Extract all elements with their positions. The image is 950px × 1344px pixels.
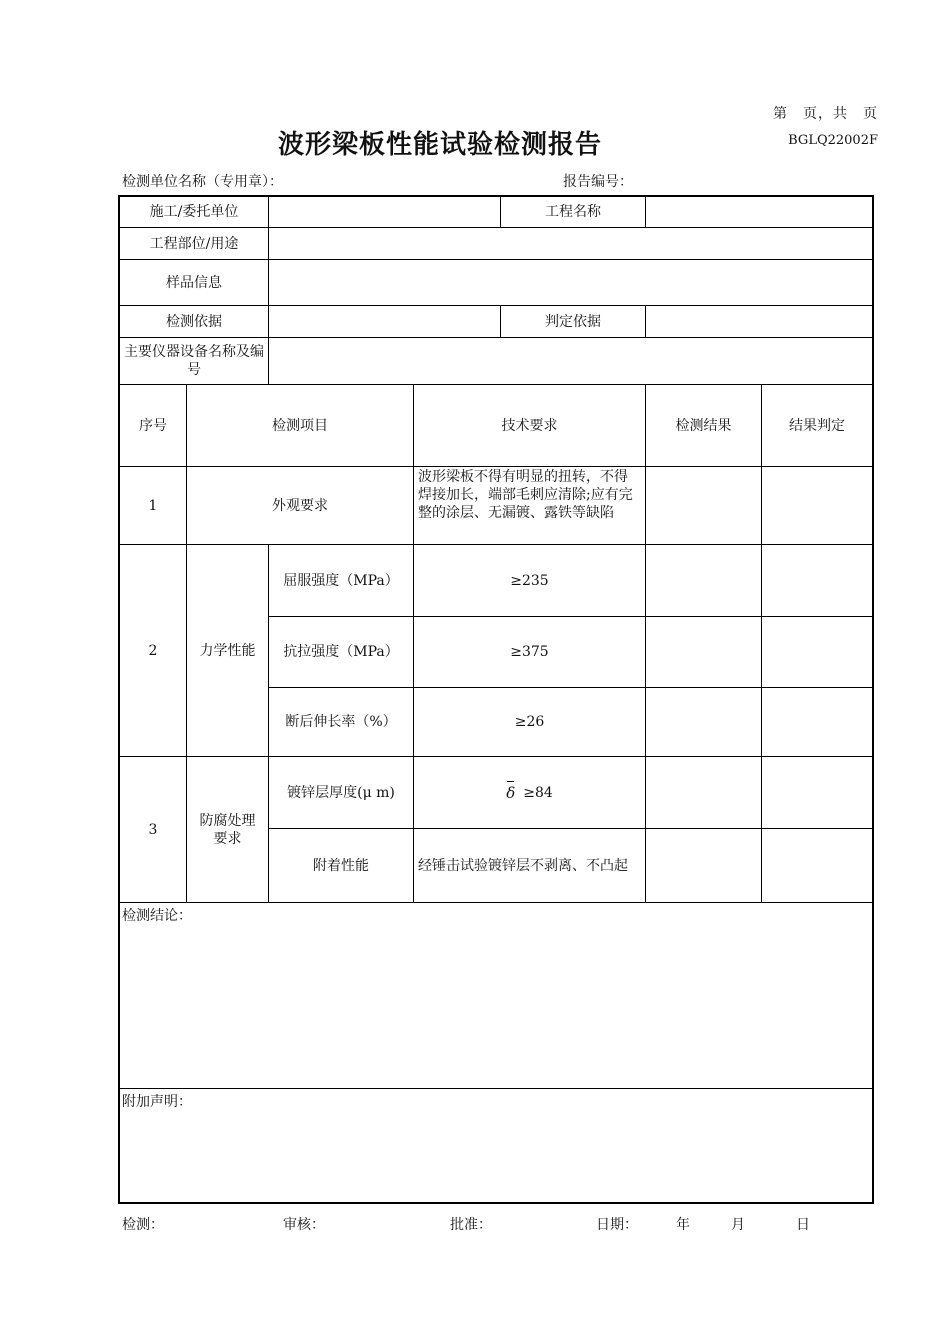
tester-label: 检测：	[122, 1217, 164, 1233]
tensile-strength-result[interactable]	[646, 617, 761, 687]
basis-field[interactable]	[269, 306, 500, 337]
header-no: 序号	[139, 417, 167, 434]
adhesion-requirement: 经锤击试验镀锌层不剥离、不凸起	[418, 857, 628, 874]
client-field[interactable]	[269, 197, 500, 227]
elongation-requirement: ≥26	[514, 714, 545, 730]
basis-label: 检测依据	[166, 313, 222, 330]
sample-field[interactable]	[269, 260, 872, 305]
row2-no: 2	[148, 642, 158, 659]
elongation-result[interactable]	[646, 688, 761, 756]
header-requirement: 技术要求	[501, 417, 558, 434]
sample-label: 样品信息	[166, 274, 222, 291]
yield-strength-result[interactable]	[646, 545, 761, 616]
adhesion-judgement[interactable]	[762, 829, 872, 902]
date-label: 日期：	[596, 1217, 638, 1233]
zinc-thickness-requirement	[414, 757, 645, 828]
tensile-strength-label: 抗拉强度（MPa）	[283, 644, 399, 660]
project-field[interactable]	[646, 197, 872, 227]
statement-label: 附加声明：	[122, 1094, 192, 1110]
equipment-field[interactable]	[269, 338, 872, 384]
conclusion-label: 检测结论：	[122, 908, 192, 924]
conclusion-area[interactable]	[120, 903, 872, 1088]
row3-item: 防腐处理要求	[199, 812, 256, 847]
report-title: 波形梁板性能试验检测报告	[277, 130, 602, 160]
header-result: 检测结果	[675, 417, 732, 434]
row1-item: 外观要求	[272, 497, 328, 514]
row3-no: 3	[148, 821, 158, 838]
delta-bar-symbol: δ	[506, 783, 516, 802]
equipment-label: 主要仪器设备名称及编号	[124, 344, 264, 378]
unit-label: 检测单位名称（专用章）：	[122, 174, 283, 190]
judge-field[interactable]	[646, 306, 872, 337]
yield-strength-judgement[interactable]	[762, 545, 872, 616]
report-form	[118, 195, 874, 1204]
elongation-judgement[interactable]	[762, 688, 872, 756]
page-info: 第 页，共 页	[773, 106, 878, 122]
project-label: 工程名称	[545, 204, 601, 220]
yield-strength-label: 屈服强度（MPa）	[283, 572, 399, 589]
reviewer-label: 审核：	[283, 1217, 325, 1233]
tensile-strength-judgement[interactable]	[762, 617, 872, 687]
row1-judgement[interactable]	[762, 467, 872, 544]
form-code: BGLQ22002F	[788, 133, 878, 148]
report-no-label: 报告编号：	[563, 174, 633, 190]
judge-label: 判定依据	[545, 313, 601, 330]
row1-no: 1	[148, 497, 158, 514]
part-label: 工程部位/用途	[149, 235, 239, 252]
row1-result[interactable]	[646, 467, 761, 544]
month-label: 月	[731, 1217, 745, 1233]
statement-area[interactable]	[120, 1089, 872, 1202]
zinc-thickness-result[interactable]	[646, 757, 761, 828]
approver-label: 批准：	[450, 1217, 492, 1233]
year-label: 年	[676, 1217, 690, 1233]
tensile-strength-requirement: ≥375	[510, 644, 549, 660]
part-field[interactable]	[269, 228, 872, 259]
zinc-thickness-label: 镀锌层厚度(μ m)	[287, 784, 395, 801]
adhesion-result[interactable]	[646, 829, 761, 902]
adhesion-label: 附着性能	[313, 857, 369, 874]
row1-requirement: 波形梁板不得有明显的扭转，不得焊接加长，端部毛刺应清除;应有完整的涂层、无漏镀、露铁等缺陷	[418, 469, 633, 521]
header-item: 检测项目	[272, 417, 328, 434]
row2-item: 力学性能	[199, 642, 256, 659]
client-label: 施工/委托单位	[149, 204, 239, 220]
elongation-label: 断后伸长率（%）	[285, 714, 397, 730]
yield-strength-requirement: ≥235	[510, 572, 549, 589]
zinc-thickness-value: ≥84	[523, 784, 553, 801]
zinc-thickness-judgement[interactable]	[762, 757, 872, 828]
day-label: 日	[796, 1217, 810, 1233]
header-judgement: 结果判定	[789, 417, 845, 434]
